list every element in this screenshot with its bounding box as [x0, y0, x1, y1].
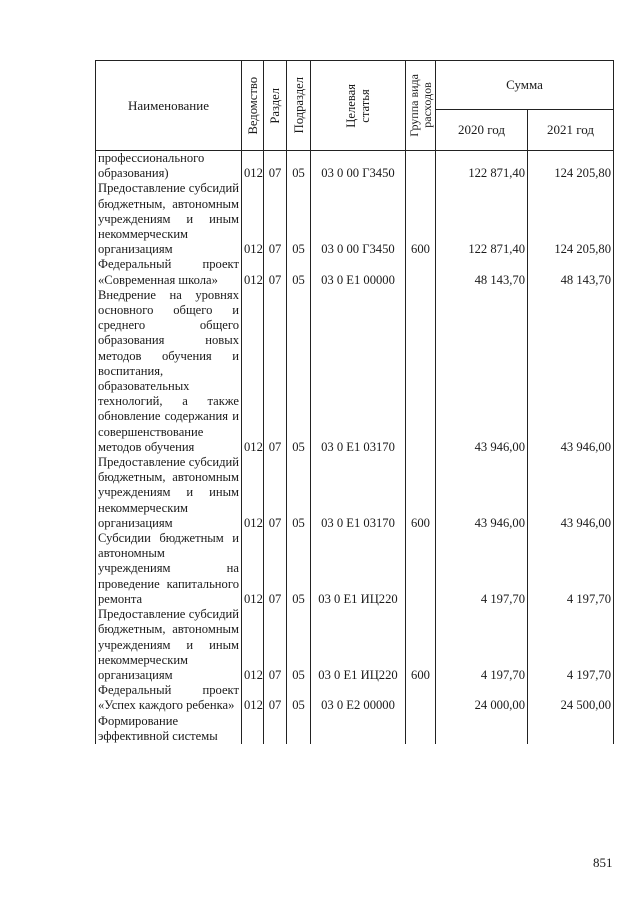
header-subsection: [287, 61, 311, 151]
table-row: [96, 714, 614, 744]
row-expense-group: [406, 288, 436, 455]
table-row: [96, 257, 614, 287]
row-amount-2021: 124 205,80: [528, 181, 614, 257]
row-name: Предоставление субсидий бюджетным, автономным учреждениям и иным некоммерческим организациям: [96, 607, 242, 683]
row-amount-2020: 48 143,70: [436, 257, 528, 287]
row-amount-2020: 4 197,70: [436, 531, 528, 607]
row-expense-group: [406, 714, 436, 744]
table-row: [96, 607, 614, 683]
row-name: Внедрение на уровнях основного общего и среднего общего образования новых методов обучения и воспитания, образовательных технологий, а также обновление содержания и совершенствование методов обучения: [96, 288, 242, 455]
table-row: [96, 181, 614, 257]
row-target: [311, 714, 406, 744]
table-row: [96, 288, 614, 455]
budget-document: [95, 60, 613, 744]
row-subsection: 05: [287, 288, 311, 455]
row-subsection: 05: [287, 151, 311, 182]
row-section: 07: [264, 683, 287, 713]
row-amount-2021: [528, 714, 614, 744]
row-expense-group: 600: [406, 181, 436, 257]
row-subsection: 05: [287, 607, 311, 683]
row-amount-2020: 122 871,40: [436, 181, 528, 257]
row-amount-2021: 4 197,70: [528, 607, 614, 683]
header-dept: [242, 61, 264, 151]
row-amount-2020: 122 871,40: [436, 151, 528, 182]
row-section: 07: [264, 531, 287, 607]
header-target: [311, 61, 406, 151]
table-row: [96, 455, 614, 531]
row-name: Федеральный проект «Успех каждого ребенка»: [96, 683, 242, 713]
row-section: 07: [264, 288, 287, 455]
page-number: 851: [593, 855, 613, 870]
row-dept: 012: [242, 151, 264, 182]
row-amount-2020: [436, 714, 528, 744]
row-target: 03 0 E1 00000: [311, 257, 406, 287]
row-section: 07: [264, 151, 287, 182]
row-section: 07: [264, 607, 287, 683]
row-name: Предоставление субсидий бюджетным, автономным учреждениям и иным некоммерческим организациям: [96, 455, 242, 531]
header-section: [264, 61, 287, 151]
row-name: Федеральный проект «Современная школа»: [96, 257, 242, 287]
row-target: 03 0 E1 03170: [311, 455, 406, 531]
row-target: 03 0 00 Г3450: [311, 181, 406, 257]
table-row: [96, 151, 614, 182]
row-amount-2021: 24 500,00: [528, 683, 614, 713]
row-amount-2020: 4 197,70: [436, 607, 528, 683]
row-amount-2020: 24 000,00: [436, 683, 528, 713]
row-name: Субсидии бюджетным и автономным учреждениям на проведение капитального ремонта: [96, 531, 242, 607]
row-subsection: 05: [287, 455, 311, 531]
table-row: [96, 683, 614, 713]
row-expense-group: [406, 531, 436, 607]
header-target-line2: статья: [358, 88, 372, 123]
row-target: 03 0 E1 ИЦ220: [311, 607, 406, 683]
row-name: Формирование эффективной системы: [96, 714, 242, 744]
row-amount-2020: 43 946,00: [436, 455, 528, 531]
row-expense-group: [406, 257, 436, 287]
header-year-2021: 2021 год: [528, 110, 614, 151]
row-amount-2021: 43 946,00: [528, 288, 614, 455]
header-expense-group-label: [408, 74, 434, 137]
row-subsection: [287, 714, 311, 744]
row-target: 03 0 E1 03170: [311, 288, 406, 455]
row-dept: 012: [242, 455, 264, 531]
table-body: [96, 151, 614, 744]
row-amount-2021: 48 143,70: [528, 257, 614, 287]
row-expense-group: [406, 683, 436, 713]
row-section: 07: [264, 257, 287, 287]
header-target-line1: Целевая: [344, 83, 358, 128]
row-section: [264, 714, 287, 744]
header-section-label: Раздел: [268, 87, 282, 124]
row-dept: 012: [242, 683, 264, 713]
row-section: 07: [264, 181, 287, 257]
row-name: профессионального образования): [96, 151, 242, 182]
row-dept: [242, 714, 264, 744]
row-target: 03 0 E2 00000: [311, 683, 406, 713]
row-expense-group: 600: [406, 455, 436, 531]
row-dept: 012: [242, 181, 264, 257]
header-year-2020: 2020 год: [436, 110, 528, 151]
table-header: [96, 61, 614, 151]
header-expense-group: [406, 61, 436, 151]
row-dept: 012: [242, 607, 264, 683]
header-exp-line2: расходов: [420, 82, 434, 129]
row-target: 03 0 00 Г3450: [311, 151, 406, 182]
row-section: 07: [264, 455, 287, 531]
header-sum: Сумма: [436, 61, 614, 110]
row-amount-2021: 43 946,00: [528, 455, 614, 531]
budget-table: [95, 60, 614, 744]
row-expense-group: [406, 151, 436, 182]
row-subsection: 05: [287, 531, 311, 607]
header-exp-line1: Группа вида: [407, 74, 421, 137]
row-amount-2021: 4 197,70: [528, 531, 614, 607]
row-target: 03 0 E1 ИЦ220: [311, 531, 406, 607]
row-dept: 012: [242, 257, 264, 287]
row-amount-2021: 124 205,80: [528, 151, 614, 182]
row-dept: 012: [242, 288, 264, 455]
header-name: Наименование: [96, 61, 242, 151]
row-amount-2020: 43 946,00: [436, 288, 528, 455]
row-subsection: 05: [287, 683, 311, 713]
row-subsection: 05: [287, 181, 311, 257]
row-dept: 012: [242, 531, 264, 607]
header-subsection-label: Подраздел: [291, 77, 306, 134]
table-row: [96, 531, 614, 607]
row-name: Предоставление субсидий бюджетным, автономным учреждениям и иным некоммерческим организациям: [96, 181, 242, 257]
header-dept-label: Ведомство: [245, 76, 260, 135]
header-target-label: [344, 84, 372, 128]
row-subsection: 05: [287, 257, 311, 287]
row-expense-group: 600: [406, 607, 436, 683]
